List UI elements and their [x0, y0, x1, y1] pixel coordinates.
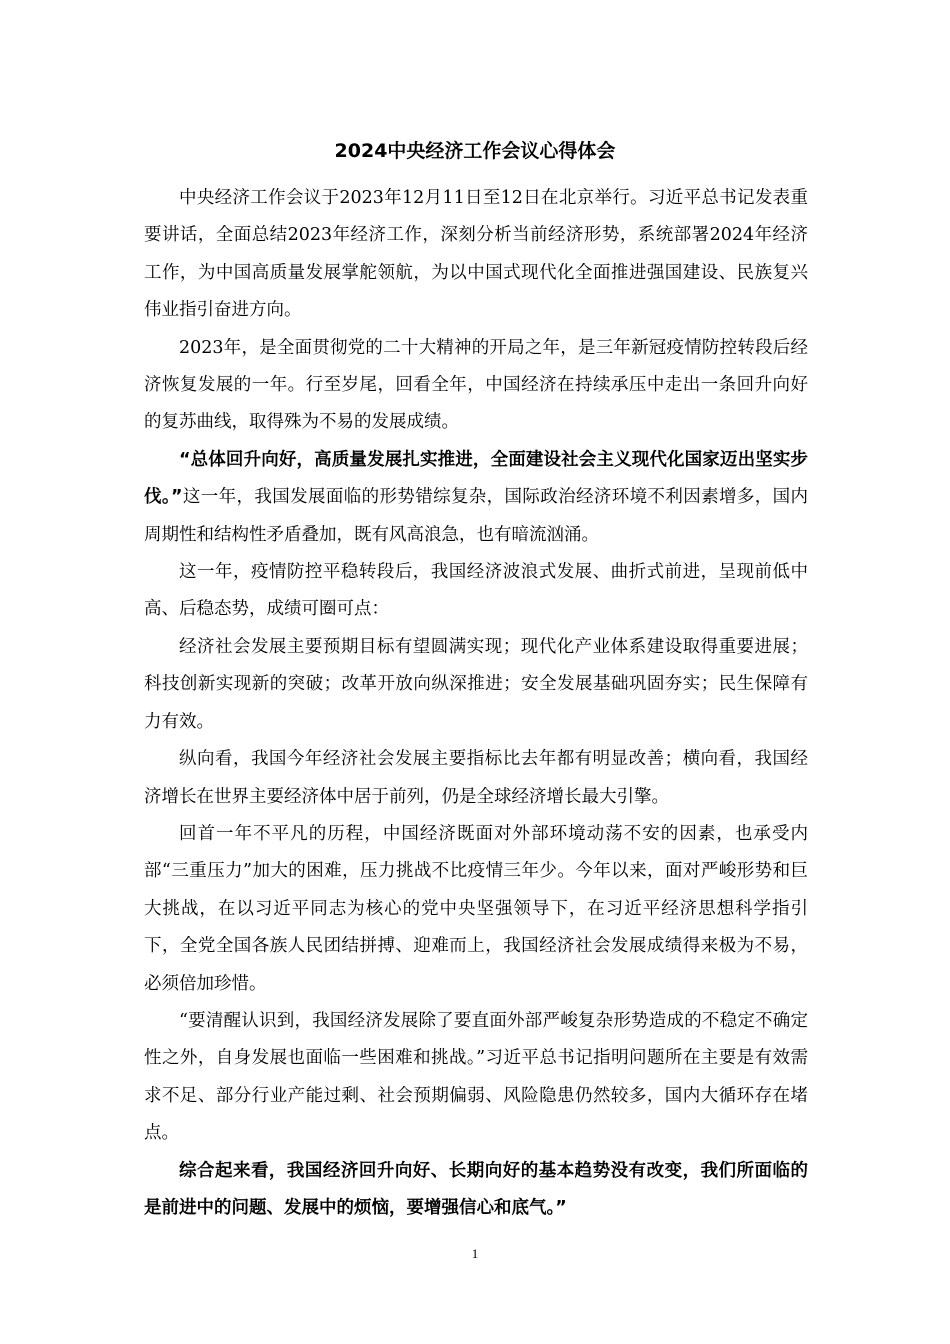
paragraph-3-text: 这一年，我国发展面临的形势错综复杂，国际政治经济环境不利因素增多，国内周期性和结构性矛盾叠加，既有风高浪急，也有暗流汹涌。	[144, 487, 808, 545]
paragraph-4	[144, 554, 808, 629]
paragraph-7-text: 回首一年不平凡的历程，中国经济既面对外部环境动荡不安的因素，也承受内部“三重压力”加大的困难，压力挑战不比疫情三年少。今年以来，面对严峻形势和巨大挑战，在以习近平同志为核心的党中央坚强领导下，在习近平经济思想科学指引下，全党全国各族人民团结拼搏、迎难而上，我国经济社会发展成绩得来极为不易，必须倍加珍惜。	[144, 823, 808, 994]
document-title: 2024中央经济工作会议心得体会	[334, 140, 616, 162]
paragraph-2-text: 2023年，是全面贯彻党的二十大精神的开局之年，是三年新冠疫情防控转段后经济恢复发展的一年。行至岁尾，回看全年，中国经济在持续承压中走出一条回升向好的复苏曲线，取得殊为不易的发展成绩。	[144, 337, 808, 433]
paragraph-1	[144, 180, 808, 330]
paragraph-8	[144, 1003, 808, 1153]
paragraph-3-bold-quote: “总体回升向好，高质量发展扎实推进，全面建设社会主义现代化国家迈出坚实步伐。”	[144, 449, 808, 508]
paragraph-4-text: 这一年，疫情防控平稳转段后，我国经济波浪式发展、曲折式前进，呈现前低中高、后稳态势，成绩可圈可点：	[144, 562, 808, 620]
paragraph-5-text: 经济社会发展主要预期目标有望圆满实现；现代化产业体系建设取得重要进展；科技创新实现新的突破；改革开放向纵深推进；安全发展基础巩固夯实；民生保障有力有效。	[144, 636, 808, 732]
paragraph-5	[144, 629, 808, 741]
page-number: 1	[471, 1246, 479, 1261]
paragraph-2	[144, 330, 808, 442]
document-body	[144, 180, 808, 1227]
paragraph-7	[144, 816, 808, 1003]
paragraph-3	[144, 442, 808, 554]
paragraph-9-bold-text: 综合起来看，我国经济回升向好、长期向好的基本趋势没有改变，我们所面临的是前进中的问题、发展中的烦恼，要增强信心和底气。”	[144, 1160, 808, 1218]
paragraph-6	[144, 741, 808, 816]
paragraph-6-text: 纵向看，我国今年经济社会发展主要指标比去年都有明显改善；横向看，我国经济增长在世界主要经济体中居于前列，仍是全球经济增长最大引擎。	[144, 749, 808, 807]
paragraph-8-text: “要清醒认识到，我国经济发展除了要直面外部严峻复杂形势造成的不稳定不确定性之外，自身发展也面临一些困难和挑战。”习近平总书记指明问题所在主要是有效需求不足、部分行业产能过剩、社会预期偏弱、风险隐患仍然较多，国内大循环存在堵点。	[144, 1010, 808, 1144]
paragraph-9	[144, 1153, 808, 1228]
paragraph-1-text: 中央经济工作会议于2023年12月11日至12日在北京举行。习近平总书记发表重要讲话，全面总结2023年经济工作，深刻分析当前经济形势，系统部署2024年经济工作，为中国高质量发展掌舵领航，为以中国式现代化全面推进强国建设、民族复兴伟业指引奋进方向。	[144, 188, 808, 321]
